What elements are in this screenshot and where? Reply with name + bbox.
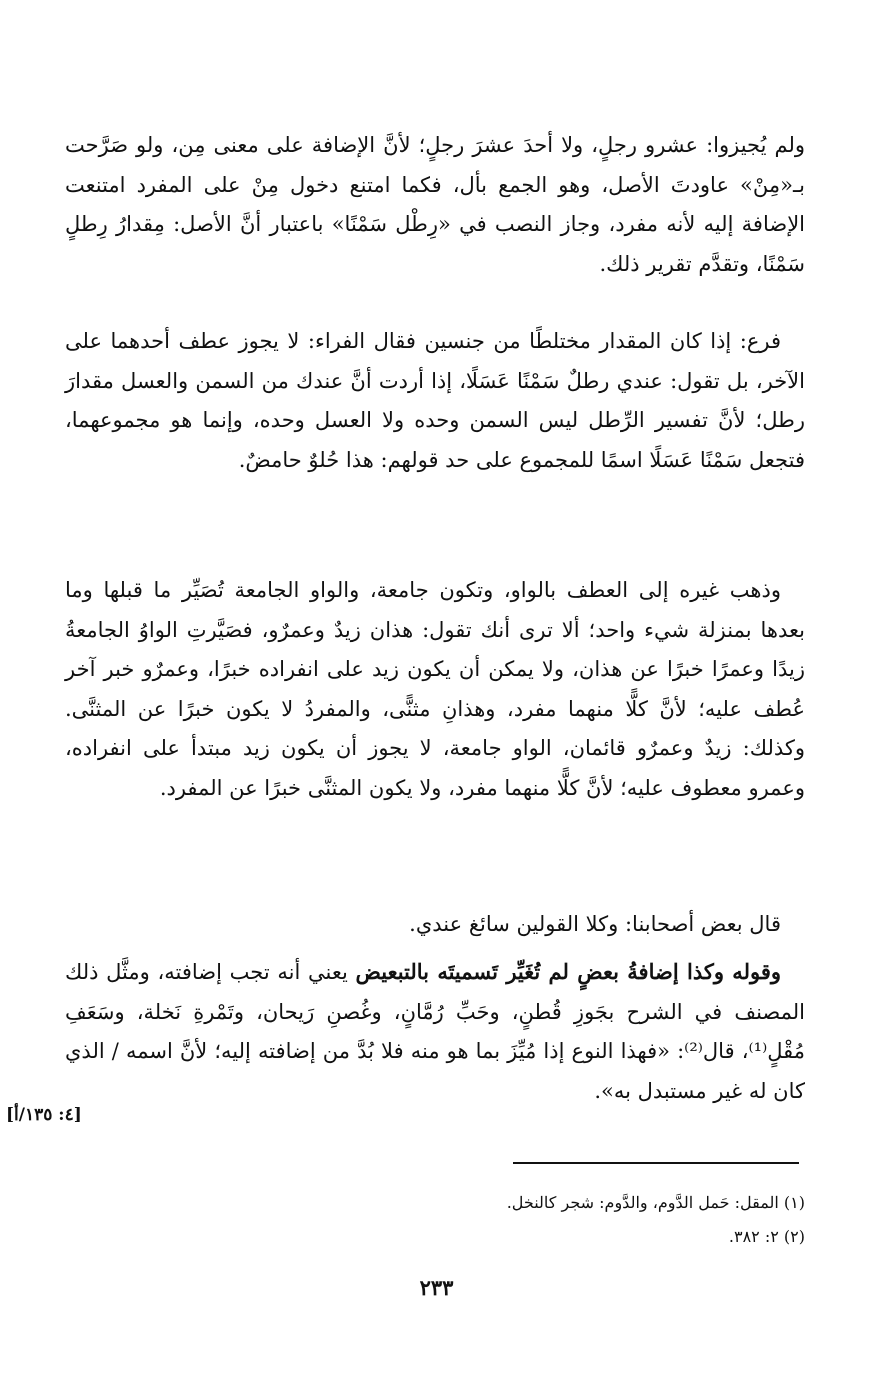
paragraph-4 (65, 905, 805, 945)
paragraph-3 (65, 571, 805, 808)
manuscript-folio-note: [٤: ١٣٥/أ] (6, 1105, 82, 1125)
paragraph-5-text: يعني أنه تجب إضافته، ومثَّل ذلك المصنف في الشرح بجَوزِ قُطنٍ، وحَبِّ رُمَّانٍ، وغُصنِ رَيحان، وتَمْرةِ نَخلة، وسَعَفِ مُقْلٍ⁽¹⁾، قال⁽²⁾: «فهذا النوع إذا مُيِّزَ بما هو منه فلا بُدَّ من إضافته إليه؛ لأنَّ اسمه / الذي كان له غير مستبدل به». (65, 960, 806, 1103)
footnotes (285, 1186, 805, 1254)
footnote-1: (١) المقل: حَمل الدَّوم، والدَّوم: شجر كالنخل. (506, 1193, 805, 1212)
paragraph-2 (65, 322, 805, 480)
quoted-matn: وقوله وكذا إضافةُ بعضٍ لم تُغَيِّر تَسميتَه بالتبعيض (355, 959, 781, 984)
paragraph-4-text: قال بعض أصحابنا: وكلا القولين سائغ عندي. (409, 912, 781, 936)
paragraph-3-text: وذهب غيره إلى العطف بالواو، وتكون جامعة، والواو الجامعة تُصَيِّر ما قبلها وما بعدها بمنزلة شيء واحد؛ ألا ترى أنك تقول: هذان زيدٌ وعمرٌو، فصَيَّرتِ الواوُ الجامعةُ زيدًا وعمرًا خبرًا عن هذان، ولا يمكن أن يكون زيد على انفراده خبرًا، وعمرٌو خبر آخر عُطف عليه؛ لأنَّ كلًّا منهما مفرد، وهذانِ مثنًّى، والمفردُ لا يكون خبرًا عن المثنَّى. وكذلك: زيدٌ وعمرٌو قائمان، الواو جامعة، لا يجوز أن يكون زيد مبتدأ على انفراده، وعمرو معطوف عليه؛ لأنَّ كلًّا منهما مفرد، ولا يكون المثنَّى خبرًا عن المفرد. (65, 578, 805, 800)
paragraph-5 (65, 952, 805, 1111)
page-number: ٢٣٣ (419, 1275, 454, 1300)
paragraph-1-text: ولم يُجيزوا: عشرو رجلٍ، ولا أحدَ عشرَ رجلٍ؛ لأنَّ الإضافة على معنى مِن، ولو صَرَّحت بـ«مِنْ» عاودتَ الأصل، وهو الجمع بأل، فكما امتنع دخول مِنْ على المفرد امتنعت الإضافة إليه لأنه مفرد، وجاز النصب في «رِطْل سَمْنًا» باعتبار أنَّ الأصل: مِقدارُ رِطلٍ سَمْنًا، وتقدَّم تقرير ذلك. (65, 133, 805, 276)
paragraph-1 (65, 126, 805, 284)
paragraph-2-text: فرع: إذا كان المقدار مختلطًا من جنسين فقال الفراء: لا يجوز عطف أحدهما على الآخر، بل تقول: عندي رطلٌ سَمْنًا عَسَلًا، إذا أردت أنَّ عندك من السمن والعسل مقدارَ رطل؛ لأنَّ تفسير الرِّطل ليس السمن وحده ولا العسل وحده، وإنما هو مجموعهما، فتجعل سَمْنًا عَسَلًا اسمًا للمجموع على حد قولهم: هذا حُلوٌ حامضٌ. (65, 329, 805, 472)
footnote-divider (513, 1162, 799, 1164)
footnote-2: (٢) ٢: ٣٨٢. (728, 1227, 805, 1246)
